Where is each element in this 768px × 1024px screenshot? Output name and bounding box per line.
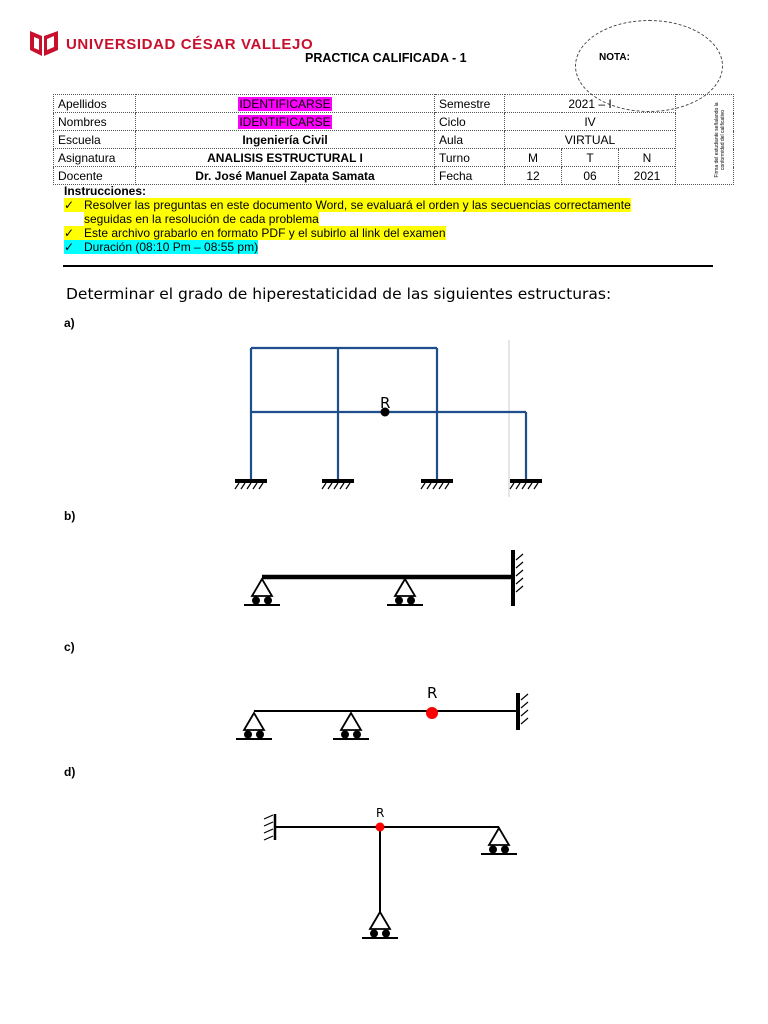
escuela-label: Escuela	[54, 131, 136, 149]
signature-note: Firma del estudiante señalando la conformidad del calificativo	[714, 101, 727, 178]
hinge-c-label: R	[427, 684, 438, 702]
nombres-value[interactable]: IDENTIFICARSE	[239, 114, 331, 129]
asignatura-label: Asignatura	[54, 149, 136, 167]
aula-value: VIRTUAL	[505, 131, 676, 149]
fixed-support-icon	[322, 481, 354, 489]
problem-c-label: c)	[64, 640, 75, 654]
page-title: PRACTICA CALIFICADA - 1	[305, 51, 467, 65]
roller-support-icon	[362, 912, 398, 938]
fixed-support-icon	[235, 481, 267, 489]
university-name: UNIVERSIDAD CÉSAR VALLEJO	[66, 36, 314, 53]
checkmark-icon: ✓	[64, 240, 75, 254]
structure-d	[264, 814, 517, 938]
instruction-2-text: Este archivo grabarlo en formato PDF y el subirlo al link del examen	[84, 226, 446, 240]
roller-support-icon	[481, 828, 517, 854]
fecha-label: Fecha	[435, 167, 505, 185]
apellidos-label: Apellidos	[54, 95, 136, 113]
structure-c	[236, 693, 528, 739]
semestre-label: Semestre	[435, 95, 505, 113]
turno-m: M	[505, 149, 562, 167]
turno-label: Turno	[435, 149, 505, 167]
hinge-d-label: R	[376, 806, 385, 820]
question-text: Determinar el grado de hiperestaticidad de las siguientes estructuras:	[66, 285, 612, 303]
asignatura-value: ANALISIS ESTRUCTURAL I	[136, 149, 435, 167]
ciclo-label: Ciclo	[435, 113, 505, 131]
checkmark-icon: ✓	[64, 198, 75, 212]
structure-a	[235, 340, 542, 497]
fecha-year: 2021	[619, 167, 676, 185]
instructions-title: Instrucciones:	[64, 184, 147, 198]
problem-b-label: b)	[64, 509, 76, 523]
instruction-1-line-1: Resolver las preguntas en este documento Word, se evaluará el orden y las secuencias correctamente	[84, 198, 631, 212]
problem-d-label: d)	[64, 765, 76, 779]
problem-a-label: a)	[64, 316, 75, 330]
semestre-value: 2021 – I	[505, 95, 676, 113]
hinge-icon	[376, 823, 385, 832]
roller-support-icon	[244, 579, 280, 605]
roller-support-icon	[236, 713, 272, 739]
escuela-value: Ingeniería Civil	[136, 131, 435, 149]
roller-support-icon	[387, 579, 423, 605]
fixed-support-icon	[510, 481, 542, 489]
checkmark-icon: ✓	[64, 226, 75, 240]
instruction-1-line-2: seguidas en la resolución de cada problema	[84, 212, 319, 226]
hinge-a-label: R	[380, 394, 391, 412]
turno-t: T	[562, 149, 619, 167]
nombres-label: Nombres	[54, 113, 136, 131]
fixed-support-icon	[421, 481, 453, 489]
grade-label: NOTA:	[599, 52, 630, 63]
fecha-month: 06	[562, 167, 619, 185]
apellidos-value[interactable]: IDENTIFICARSE	[239, 96, 331, 111]
ciclo-value: IV	[505, 113, 676, 131]
instruction-3-text: Duración (08:10 Pm – 08:55 pm)	[84, 240, 259, 254]
structure-b	[244, 550, 523, 606]
fecha-day: 12	[505, 167, 562, 185]
roller-support-icon	[333, 713, 369, 739]
aula-label: Aula	[435, 131, 505, 149]
turno-n: N	[619, 149, 676, 167]
docente-value: Dr. José Manuel Zapata Samata	[136, 167, 435, 185]
docente-label: Docente	[54, 167, 136, 185]
hinge-icon	[426, 707, 438, 719]
